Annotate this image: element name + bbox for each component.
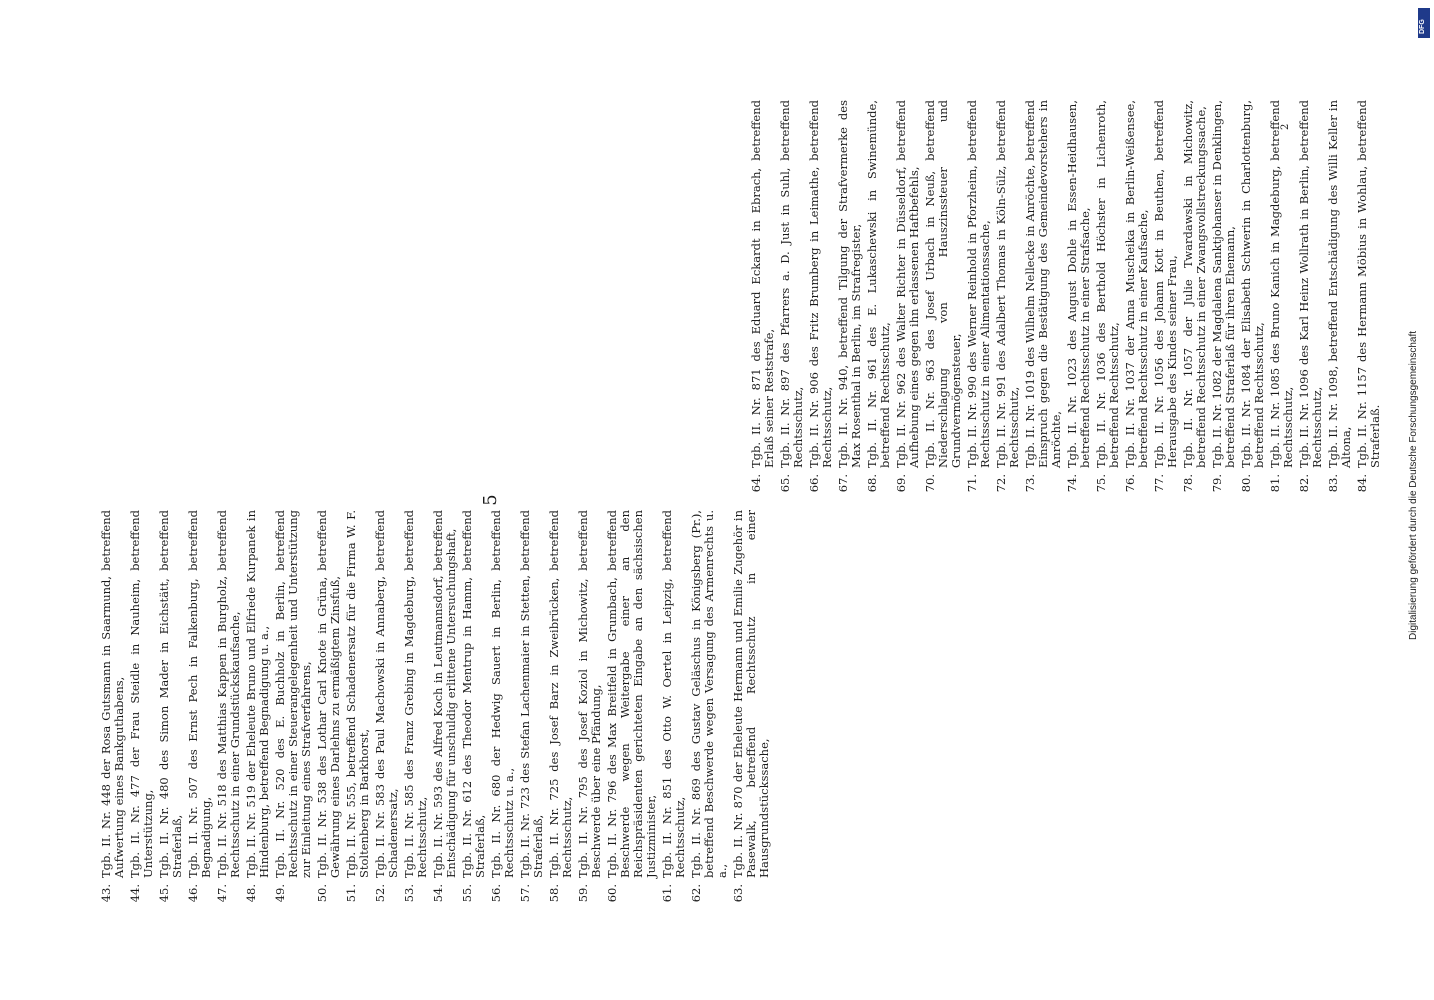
entry-text: Tgb. II. Nr. 962 des Walter Richter in Düsseldorf, betreffend Aufhebung eines gegen ihn erlassenen Haftbefehls, xyxy=(894,100,921,468)
entry-text: Tgb. II. Nr. 507 des Ernst Pech in Falkenburg, betreffend Begnadigung, xyxy=(186,510,213,878)
entry-text: Tgb. II. Nr. 963 des Josef Urbach in Neuß, betreffend Niederschlagung von Hauszinssteuer und Grundvermögensteuer, xyxy=(923,100,963,468)
entry-text: Tgb. II. Nr. 477 der Frau Steidle in Nauheim, betreffend Unterstützung, xyxy=(128,510,155,878)
list-item xyxy=(216,510,242,910)
entry-text: Tgb. II. Nr. 680 der Hedwig Sauert in Berlin, betreffend Rechtsschutz u. a., xyxy=(489,510,516,878)
entry-text: Tgb. II. Nr. 538 des Lothar Carl Knote in Grüna, betreffend Gewährung eines Darlehns zu ermäßigtem Zinsfuß, xyxy=(315,510,342,878)
list-item xyxy=(490,510,516,910)
entry-text: Tgb. II. Nr. 870 der Eheleute Hermann und Emilie Zugehör in Pasewalk, betreffend Rechtsschutz in einer Hausgrundstückssache, xyxy=(731,510,771,878)
entry-number: 80. xyxy=(1239,474,1253,493)
entry-number: 60. xyxy=(605,884,619,903)
entry-number: 62. xyxy=(689,884,703,903)
entry-text: Tgb. II. Nr. 1084 der Elisabeth Schwerin in Charlottenburg, betreffend Rechtsschutz, xyxy=(1239,100,1266,468)
list-item xyxy=(837,100,863,500)
page-number: 5 xyxy=(480,494,501,506)
right-column xyxy=(749,100,1382,500)
list-item xyxy=(187,510,213,910)
list-item xyxy=(866,100,892,500)
entry-text: Tgb. II. Nr. 612 des Theodor Mentrup in Hamm, betreffend Straferlaß, xyxy=(460,510,487,878)
list-item xyxy=(1124,100,1150,500)
entry-number: 73. xyxy=(1023,474,1037,493)
entry-text: Tgb. II. Nr. 1096 des Karl Heinz Wollrath in Berlin, betreffend Rechtsschutz, xyxy=(1297,100,1324,468)
entry-number: 76. xyxy=(1123,474,1137,493)
entry-number: 51. xyxy=(344,884,358,903)
entry-number: 57. xyxy=(518,884,532,903)
entry-number: 67. xyxy=(836,474,850,493)
list-item xyxy=(661,510,687,910)
list-item xyxy=(1153,100,1179,500)
entry-number: 45. xyxy=(157,884,171,903)
entry-text: Tgb. II. Nr. 448 der Rosa Gutsmann in Saarmund, betreffend Aufwertung eines Bankguthabens, xyxy=(99,510,126,878)
list-item xyxy=(274,510,313,910)
entry-number: 64. xyxy=(749,474,763,493)
dfg-logo: DFG xyxy=(1418,8,1430,38)
list-item xyxy=(100,510,126,910)
left-column xyxy=(99,510,771,910)
entry-text: Tgb. II. Nr. 1036 des Berthold Höchster in Lichenroth, betreffend Rechtsschutz, xyxy=(1094,100,1121,468)
entry-text: Tgb. II. Nr. 1057 der Julie Twardawski in Michowitz, betreffend Rechtsschutz in einer Zwangsvollstreckungssache, xyxy=(1181,100,1208,468)
entry-text: Tgb. II. Nr. 940, betreffend Tilgung der Strafvermerke des Max Rosenthal in Berlin, im Strafregister, xyxy=(836,100,863,468)
list-item xyxy=(995,100,1021,500)
entry-text: Tgb. II. Nr. 1085 des Bruno Kanich in Magdeburg, betreffend Rechtsschutz, xyxy=(1268,100,1295,468)
list-item xyxy=(779,100,805,500)
list-item xyxy=(158,510,184,910)
entry-text: Tgb. II. Nr. 990 des Werner Reinhold in Pforzheim, betreffend Rechtsschutz in einer Alimentationssache, xyxy=(965,100,992,468)
list-item xyxy=(1240,100,1266,500)
entry-text: Tgb. II. Nr. 585 des Franz Grebing in Magdeburg, betreffend Rechtsschutz, xyxy=(402,510,429,878)
entry-text: Tgb. II. Nr. 519 der Eheleute Bruno und Elfriede Kurpanek in Hindenburg, betreffend Begnadigung u. a., xyxy=(244,510,271,878)
entry-number: 49. xyxy=(273,884,287,903)
list-item xyxy=(750,100,776,500)
list-item xyxy=(519,510,545,910)
entry-number: 55. xyxy=(460,884,474,903)
list-item xyxy=(1327,100,1353,500)
entry-text: Tgb. II. Nr. 961 des E. Lukaschewski in Swinemünde, betreffend Rechtsschutz, xyxy=(865,100,892,468)
entry-number: 81. xyxy=(1268,474,1282,493)
list-item xyxy=(129,510,155,910)
list-item xyxy=(895,100,921,500)
entry-text: Tgb. II. Nr. 520 des E. Buchholz in Berlin, betreffend Rechtsschutz in einer Steuerangelegenheit und Unterstützung zur Einleitung eines Strafverfahrens, xyxy=(273,510,313,878)
entry-text: Tgb. II. Nr. 796 des Max Breitfeld in Grumbach, betreffend Beschwerde wegen Weitergabe einer an den Reichspräsidenten gerichteten Eingabe an den sächsischen Justizminister, xyxy=(605,510,658,878)
list-item xyxy=(1211,100,1237,500)
list-item xyxy=(808,100,834,500)
entry-text: Tgb. II. Nr. 480 des Simon Mader in Eichstätt, betreffend Straferlaß, xyxy=(157,510,184,878)
rotated-page-content xyxy=(99,80,1382,920)
list-item xyxy=(461,510,487,910)
list-item xyxy=(732,510,771,910)
entry-number: 47. xyxy=(215,884,229,903)
entry-text: Tgb. II. Nr. 593 des Alfred Koch in Leutmannsdorf, betreffend Entschädigung für unschuldig erlittene Untersuchungshaft, xyxy=(431,510,458,878)
entry-text: Tgb. II. Nr. 1019 des Wilhelm Nellecke in Anröchte, betreffend Einspruch gegen die Bestätigung des Gemeindevorstehers in Anröchte, xyxy=(1023,100,1063,468)
entry-number: 50. xyxy=(315,884,329,903)
list-item xyxy=(245,510,271,910)
list-item xyxy=(1095,100,1121,500)
entry-number: 65. xyxy=(778,474,792,493)
entry-number: 63. xyxy=(731,884,745,903)
entry-text: Tgb. II. Nr. 1098, betreffend Entschädigung des Willi Keller in Altona, xyxy=(1326,100,1353,468)
list-item xyxy=(690,510,729,910)
list-item xyxy=(1024,100,1063,500)
entry-number: 83. xyxy=(1326,474,1340,493)
list-item xyxy=(1298,100,1324,500)
entry-number: 84. xyxy=(1355,474,1369,493)
entry-number: 59. xyxy=(576,884,590,903)
entry-number: 75. xyxy=(1094,474,1108,493)
signature-mark: 2 xyxy=(1280,123,1291,130)
entry-text: Tgb. II. Nr. 1037 der Anna Muscheika in Berlin-Weißensee, betreffend Rechtsschutz in einer Kaufsache, xyxy=(1123,100,1150,468)
entry-number: 72. xyxy=(994,474,1008,493)
entry-number: 69. xyxy=(894,474,908,493)
entry-text: Tgb. II. Nr. 991 des Adalbert Thomas in Köln-Sülz, betreffend Rechtsschutz, xyxy=(994,100,1021,468)
list-item xyxy=(374,510,400,910)
entry-number: 54. xyxy=(431,884,445,903)
list-item xyxy=(577,510,603,910)
list-item xyxy=(345,510,371,910)
entry-text: Tgb. II. Nr. 518 des Matthias Kappen in Burgholz, betreffend Rechtsschutz in einer Grundstückskaufsache, xyxy=(215,510,242,878)
list-item xyxy=(1066,100,1092,500)
entry-text: Tgb. II. Nr. 1056 des Johann Kott in Beuthen, betreffend Herausgabe des Kindes seiner Frau, xyxy=(1152,100,1179,468)
entry-number: 61. xyxy=(660,884,674,903)
list-item xyxy=(1182,100,1208,500)
entry-number: 52. xyxy=(373,884,387,903)
entry-text: Tgb. II. Nr. 583 des Paul Machowski in Annaberg, betreffend Schadenersatz, xyxy=(373,510,400,878)
entry-text: Tgb. II. Nr. 725 des Josef Barz in Zweibrücken, betreffend Rechtsschutz, xyxy=(547,510,574,878)
entry-text: Tgb. II. Nr. 871 des Eduard Eckardt in Ebrach, betreffend Erlaß seiner Reststrafe, xyxy=(749,100,776,468)
entry-text: Tgb. II. Nr. 1082 der Magdalena Sanktjohanser in Denklingen, betreffend Straferlaß für ihren Ehemann, xyxy=(1210,100,1237,468)
entry-number: 74. xyxy=(1065,474,1079,493)
entry-number: 77. xyxy=(1152,474,1166,493)
entry-number: 71. xyxy=(965,474,979,493)
list-item xyxy=(403,510,429,910)
list-item xyxy=(432,510,458,910)
entry-text: Tgb. II. Nr. 723 des Stefan Lachenmaier in Stetten, betreffend Straferlaß, xyxy=(518,510,545,878)
entry-number: 66. xyxy=(807,474,821,493)
entry-number: 58. xyxy=(547,884,561,903)
list-item xyxy=(1269,100,1295,500)
scanned-page xyxy=(99,80,1382,920)
entry-number: 48. xyxy=(244,884,258,903)
entry-number: 82. xyxy=(1297,474,1311,493)
digitization-credit: Digitalisierung gefördert durch die Deutsche Forschungsgemeinschaft xyxy=(1408,330,1419,640)
entry-number: 43. xyxy=(99,884,113,903)
entry-number: 70. xyxy=(923,474,937,493)
entry-text: Tgb. II. Nr. 906 des Fritz Brumberg in Leimathe, betreffend Rechtsschutz, xyxy=(807,100,834,468)
entry-text: Tgb. II. Nr. 555, betreffend Schadenersatz für die Firma W. F. Stoltenberg in Barkhorst, xyxy=(344,510,371,878)
entry-number: 79. xyxy=(1210,474,1224,493)
entry-number: 78. xyxy=(1181,474,1195,493)
list-item xyxy=(316,510,342,910)
entry-number: 56. xyxy=(489,884,503,903)
entry-text: Tgb. II. Nr. 1023 des August Dohle in Essen-Heidhausen, betreffend Rechtsschutz in einer Strafsache, xyxy=(1065,100,1092,468)
list-item xyxy=(548,510,574,910)
entry-text: Tgb. II. Nr. 851 des Otto W. Oertel in Leipzig, betreffend Rechtsschutz, xyxy=(660,510,687,878)
entry-text: Tgb. II. Nr. 897 des Pfarrers a. D. Just in Suhl, betreffend Rechtsschutz, xyxy=(778,100,805,468)
list-item xyxy=(924,100,963,500)
entry-number: 44. xyxy=(128,884,142,903)
entry-text: Tgb. II. Nr. 795 des Josef Koziol in Michowitz, betreffend Beschwerde über eine Pfändung, xyxy=(576,510,603,878)
list-item xyxy=(1356,100,1382,500)
entry-text: Tgb. II. Nr. 1157 des Hermann Möbius in Wohlau, betreffend Straferlaß. xyxy=(1355,100,1382,468)
list-item xyxy=(966,100,992,500)
entry-number: 53. xyxy=(402,884,416,903)
entry-number: 46. xyxy=(186,884,200,903)
sidebar xyxy=(1394,0,1434,1000)
list-item xyxy=(606,510,658,910)
entry-text: Tgb. II. Nr. 869 des Gustav Geläschus in Königsberg (Pr.), betreffend Beschwerde wegen Versagung des Armenrechts u. a., xyxy=(689,510,729,878)
entry-number: 68. xyxy=(865,474,879,493)
